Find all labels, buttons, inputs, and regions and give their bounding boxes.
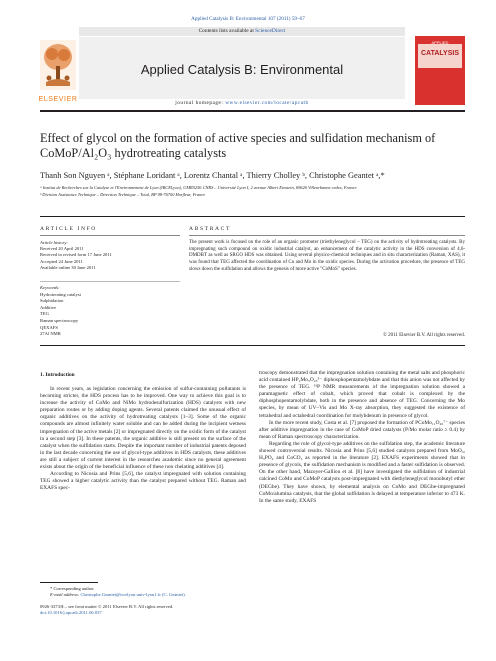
footnotes — [40, 586, 246, 598]
email-line — [40, 592, 246, 598]
affiliation-a: ᵃ Institut de Recherches sur la Catalyse et l'Environnement de Lyon (IRCELyon), UMR5256 CNRS – Université Lyon I, 2 avenue Albert Einstein, 69626 Villeurbanne cedex, France — [40, 185, 357, 190]
history-received: Received 20 April 2011 — [40, 246, 84, 252]
body-paragraph: According to Nicosia and Prins [5,6], the catalyst impregnated with solution containing TEG showed a higher catalytic activity than the catalyst prepared without TEG. Raman and EXAFS spec- — [40, 471, 246, 492]
publisher-wordmark: ELSEVIER — [38, 96, 78, 103]
affiliation-b: ᵇ Division Assistance Technique – Direction Technique – Total, BP 98-76700 Harfleur, France — [40, 192, 206, 197]
abstract-copyright: © 2011 Elsevier B.V. All rights reserved. — [383, 333, 465, 338]
keyword-item: QEXAFS — [40, 324, 58, 330]
title-rule — [40, 216, 465, 217]
email-prefix: E-mail address: — [50, 592, 81, 598]
history-revised: Received in revised form 17 June 2011 — [40, 252, 112, 258]
introduction-heading: 1. Introduction — [40, 372, 75, 378]
body-paragraph: troscopy demonstrated that the impregnation solution containing the metal salts and phosphoric acid contained HP₂Mo₅O₂₃⁵⁻ diphosphopentamolybdate and that this anion was not affected by the presence of TEG. ³¹P NMR measurements of the impregnation solution showed a paramagnetic effect of cobalt, which proved that cobalt is complexed by the diphosphopentamolybdate, both in the presence and absence of TEG. Concerning the Mo species, by mean of UV–Vis and Mo X-ray absorption, they suggested the existence of tetrahedral and octahedral coordination for molybdenum in presence of glycol. — [259, 370, 465, 419]
homepage-link[interactable]: www.elsevier.com/locate/apcatb — [225, 100, 309, 106]
homepage-prefix: journal homepage: — [175, 100, 226, 106]
article-history — [40, 240, 180, 271]
abstract-heading: ABSTRACT — [189, 226, 232, 232]
cover-title-text: CATALYSIS — [421, 50, 459, 57]
author-list: Thanh Son Nguyen ᵃ, Stéphane Loridant ᵃ, Lorentz Chantal ᵃ, Thierry Cholley ᵇ, Christophe Geantet ᵃ,* — [40, 171, 385, 180]
contents-banner — [79, 27, 405, 36]
history-online: Available online 30 June 2011 — [40, 264, 96, 270]
keyword-item: Raman spectroscopy — [40, 317, 79, 323]
journal-citation[interactable]: Applied Catalysis B: Environmental 107 (2011) 59–67 — [191, 16, 305, 22]
keyword-item: Additive — [40, 304, 57, 310]
abstract-rule — [189, 235, 465, 236]
issn-block — [40, 604, 340, 616]
body-paragraph: Regarding the role of glycol-type additives on the sulfidation step, the academic literature showed controversial results. Nicosia and Prins [5,6] studied catalysts prepared from MoO₃, H₃PO₄ and CoCO₃ as reported in the literature [2]. EXAFS experiments showed that in presence of glycols, the sulfidation mechanism is modified and a faster sulfidation is observed. On the other hand, Mazoyer-Galliou et al. [8] have investigated the sulfidation of industrial calcined CoMo and CoMoP catalysts post-impregnated with diethyleneglycol monobutyl ether (DEGbe). They have shown, by elemental analysis on CoMo and DEGbe-impregnated CoMo/alumina catalysts, that the global sulfidation is delayed at temperature inferior to 473 K. In the same study, EXAFS — [259, 440, 465, 504]
journal-title: Applied Catalysis B: Environmental — [140, 62, 344, 77]
email-link[interactable]: Christophe.Geantet@ircelyon.univ-lyon1.fr (C. Geantet). — [80, 592, 186, 598]
issn-line: 0926-3373/$ – see front matter © 2011 Elsevier B.V. All rights reserved. — [40, 604, 174, 609]
abstract-bottom-rule — [40, 345, 465, 346]
sciencedirect-link[interactable]: ScienceDirect — [255, 28, 286, 34]
article-info-rule — [40, 235, 180, 236]
keyword-item: Sulphidation — [40, 298, 64, 304]
article-title: Effect of glycol on the formation of active species and sulfidation mechanism of CoMoP/Al₂O₃ hydrotreating catalysts — [40, 131, 436, 160]
journal-homepage — [79, 100, 405, 106]
body-paragraph: In the more recent study, Costa et al. [7] proposed the formation of PCoMo₁₁O₄₀⁷⁻ species after additive impregnation in the case of CoMoP dried catalysts (P/Mo molar ratio ≥ 0.4) by mean of Raman spectroscopy characterization. — [259, 419, 465, 440]
keyword-item: TEG — [40, 311, 49, 317]
abstract-text: The present work is focused on the role of an organic promoter (triethyleneglycol – TEG) on the activity of hydrotreating catalysts. By impregnating such compound on oxidic industrial catalyst, an enhancement of the catalytic activity in the HDS conversion of 4,6-DMDBT as well as SRGO HDS was obtained. Using several physico-chemical techniques and in situ characterization (Raman, XAS), it was found that TEG affected the coordination of Co and Mo in the oxidic species. During the activation procedure, the presence of TEG slows down the sulfidation and allows the genesis of more active "CoMoS" species. — [189, 240, 465, 272]
article-info-heading: ARTICLE INFO — [40, 226, 97, 232]
body-column-right — [259, 370, 465, 505]
header-rule — [40, 110, 465, 112]
keyword-item: 27Al NMR — [40, 331, 61, 337]
keywords-label: Keywords: — [40, 285, 60, 290]
history-label: Article history: — [40, 240, 68, 245]
elsevier-tree-logo — [40, 40, 76, 90]
footnote-rule — [40, 582, 98, 583]
doi-link[interactable]: doi:10.1016/j.apcatb.2011.06.037 — [40, 610, 102, 616]
corresponding-author-note: * Corresponding author. — [50, 586, 95, 591]
contents-prefix: Contents lists available at — [198, 28, 256, 34]
cover-small-text: APPLIED — [431, 40, 449, 45]
body-column-left — [40, 386, 246, 492]
keyword-item: Hydrotreating catalyst — [40, 291, 81, 297]
history-accepted: Accepted 24 June 2011 — [40, 258, 83, 264]
keywords-rule — [40, 281, 180, 282]
body-paragraph: In recent years, as legislation concerning the emission of sulfur-containing pollutants is becoming stricter, the HDS process has to be improved. One way to achieve this goal is to increase the activity of CoMo and NiMo hydrodesulfurization (HDS) catalysts with new preparation routes or by adding doping agents. Several patents claimed the unusual effect of organic additives on the activity of hydrotreating catalysts [1–3]. Some of the organic compounds are almost infinitely water soluble and can be added during the incipient wetness impregnation of the active metals [2] or impregnated directly on the oxidic form of the catalyst in a second step [3]. In these patents, the organic additive is still present on the surface of the catalyst when the sulfidation starts. Despite the important number of industrial patents deposed in the last decade concerning the use of glycol-type additives in HDS catalysts, these additives are still a subject of current interest in the researches academic since no general agreement exists about the origin of the beneficial influence of these non chelating additives [4]. — [40, 386, 246, 471]
keywords-list — [40, 285, 180, 338]
